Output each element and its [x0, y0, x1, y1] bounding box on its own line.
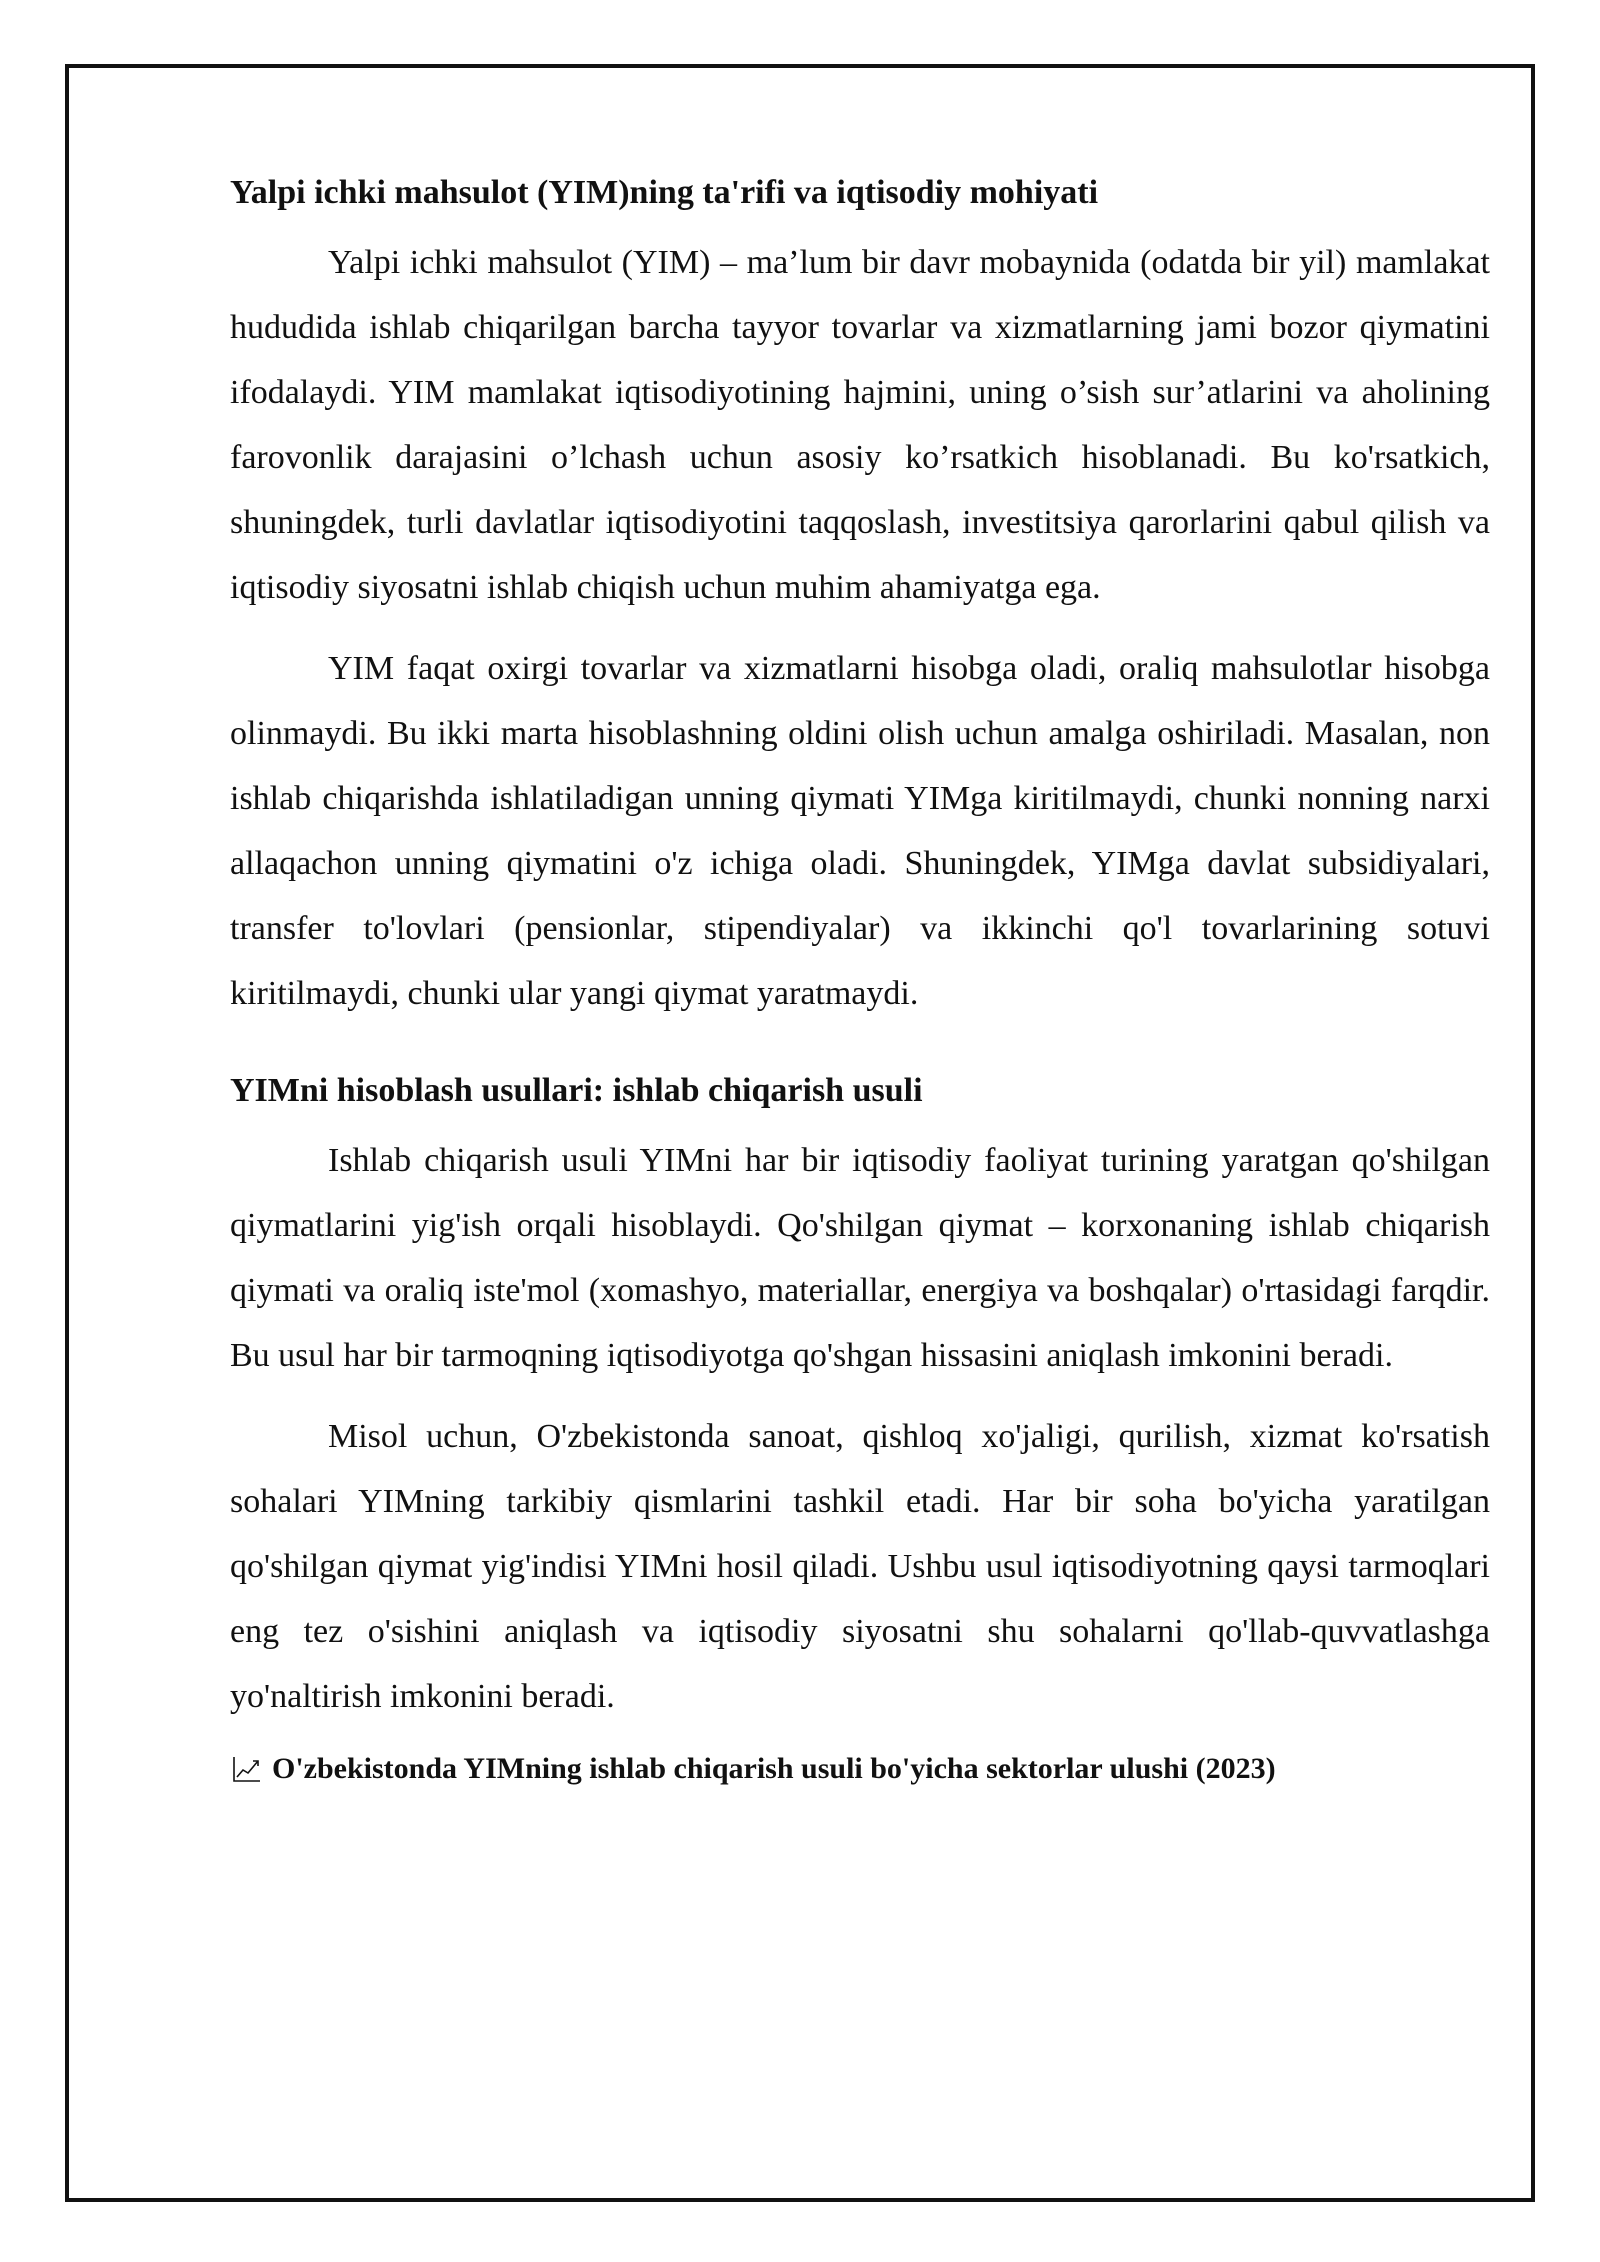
paragraph: Misol uchun, O'zbekistonda sanoat, qishloq xo'jaligi, qurilish, xizmat ko'rsatish sohalari YIMning tarkibiy qismlarini tashkil etadi. Har bir soha bo'yicha yaratilgan qo'shilgan qiymat yig'indisi YIMni hosil qiladi. Ushbu usul iqtisodiyotning qaysi tarmoqlari eng tez o'sishini aniqlash va iqtisodiy siyosatni shu sohalarni qo'llab-quvvatlashga yo'naltirish imkonini beradi. — [230, 1418, 1490, 1715]
chart-caption-text: O'zbekistonda YIMning ishlab chiqarish usuli bo'yicha sektorlar ulushi (2023) — [272, 1752, 1276, 1785]
paragraph: Yalpi ichki mahsulot (YIM) – ma’lum bir davr mobaynida (odatda bir yil) mamlakat hududida ishlab chiqarilgan barcha tayyor tovarlar va xizmatlarning jami bozor qiymatini ifodalaydi. YIM mamlakat iqtisodiyotining hajmini, uning o’sish sur’atlarini va aholining farovonlik darajasini o’lchash uchun asosiy ko’rsatkich hisoblanadi. Bu ko'rsatkich, shuningdek, turli davlatlar iqtisodiyotini taqqoslash, investitsiya qarorlarini qabul qilish va iqtisodiy siyosatni ishlab chiqish uchun muhim ahamiyatga ega. — [230, 244, 1490, 606]
paragraph: YIM faqat oxirgi tovarlar va xizmatlarni hisobga oladi, oraliq mahsulotlar hisobga olinmaydi. Bu ikki marta hisoblashning oldini olish uchun amalga oshiriladi. Masalan, non ishlab chiqarishda ishlatiladigan unning qiymati YIMga kiritilmaydi, chunki nonning narxi allaqachon unning qiymatini o'z ichiga oladi. Shuningdek, YIMga davlat subsidiyalari, transfer to'lovlari (pensionlar, stipendiyalar) va ikkinchi qo'l tovarlarining sotuvi kiritilmaydi, chunki ular yangi qiymat yaratmaydi. — [230, 650, 1490, 1012]
section-heading-production-method: YIMni hisoblash usullari: ishlab chiqarish usuli — [230, 1072, 923, 1109]
section-heading-definition: Yalpi ichki mahsulot (YIM)ning ta'rifi va iqtisodiy mohiyati — [230, 174, 1099, 211]
paragraph: Ishlab chiqarish usuli YIMni har bir iqtisodiy faoliyat turining yaratgan qo'shilgan qiymatlarini yig'ish orqali hisoblaydi. Qo'shilgan qiymat – korxonaning ishlab chiqarish qiymati va oraliq iste'mol (xomashyo, materiallar, energiya va boshqalar) o'rtasidagi farqdir. Bu usul har bir tarmoqning iqtisodiyotga qo'shgan hissasini aniqlash imkonini beradi. — [230, 1142, 1490, 1374]
chart-increasing-icon — [232, 1755, 262, 1783]
document-body — [230, 170, 1490, 1791]
chart-caption — [230, 1747, 1490, 1791]
